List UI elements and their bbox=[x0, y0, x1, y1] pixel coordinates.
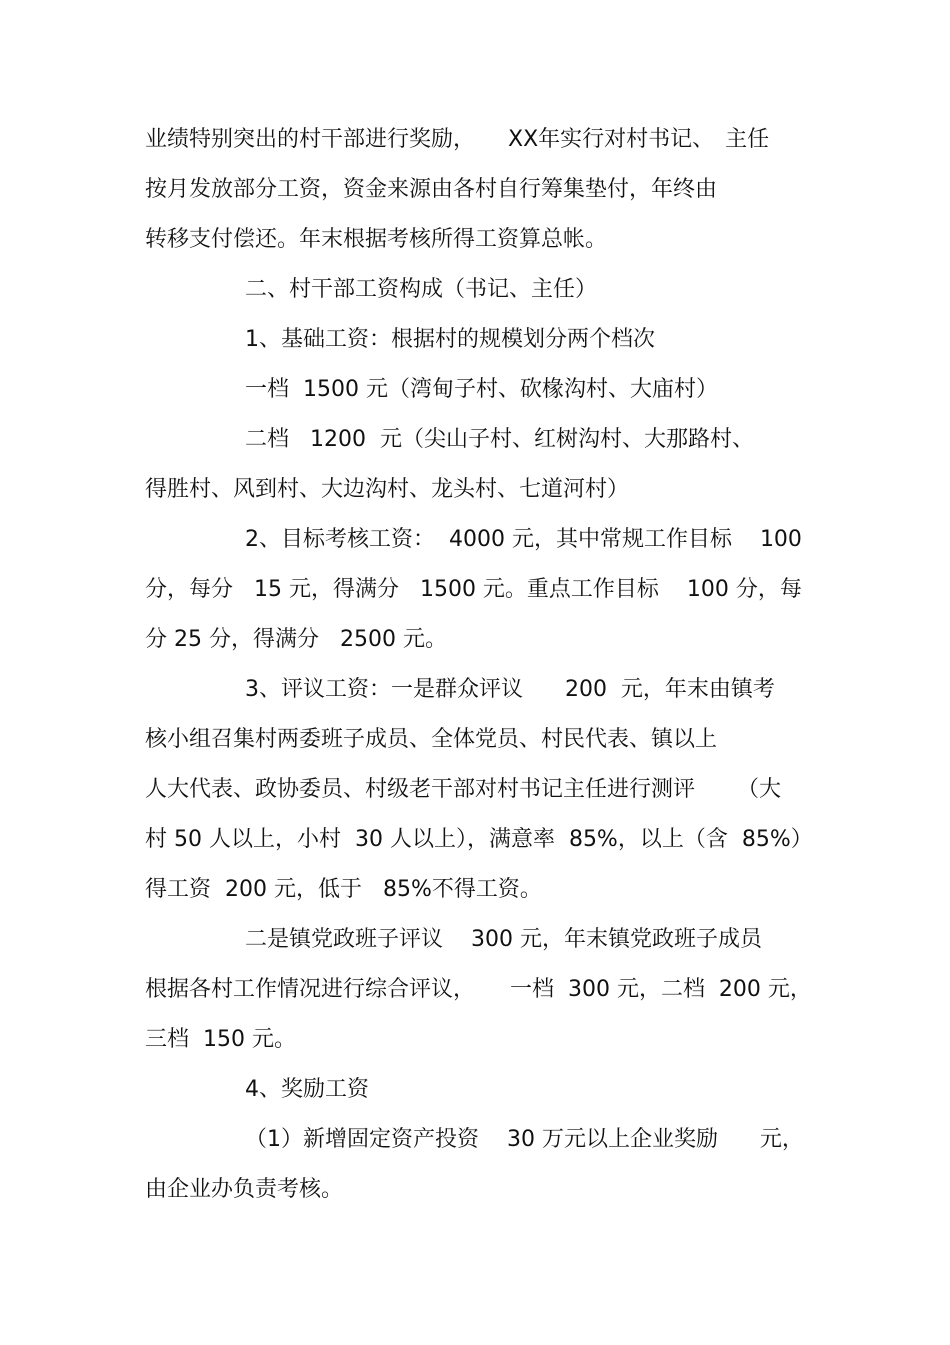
text-line-19: 三档 150 元。 bbox=[145, 1027, 296, 1052]
text-line-2: 按月发放部分工资，资金来源由各村自行筹集垫付，年终由 bbox=[145, 177, 718, 202]
text-line-17: 二是镇党政班子评议 300 元，年末镇党政班子成员 bbox=[245, 927, 762, 952]
text-line-11: 分 25 分，得满分 2500 元。 bbox=[145, 627, 447, 652]
text-line-3: 转移支付偿还。年末根据考核所得工资算总帐。 bbox=[145, 227, 608, 252]
text-line-13: 核小组召集村两委班子成员、全体党员、村民代表、镇以上 bbox=[145, 727, 718, 752]
section-heading: 二、村干部工资构成（书记、主任） bbox=[245, 277, 598, 302]
text-line-10: 分，每分 15 元，得满分 1500 元。重点工作目标 100 分，每 bbox=[145, 577, 802, 602]
text-line-9: 2、目标考核工资： 4000 元，其中常规工作目标 100 bbox=[245, 527, 802, 552]
text-line-7: 二档 1200 元（尖山子村、红树沟村、大那路村、 bbox=[245, 427, 754, 452]
text-line-14: 人大代表、政协委员、村级老干部对村书记主任进行测评 （大 bbox=[145, 777, 781, 802]
text-line-22: 由企业办负责考核。 bbox=[145, 1177, 344, 1202]
text-line-8: 得胜村、风到村、大边沟村、龙头村、七道河村） bbox=[145, 477, 630, 502]
text-line-1: 业绩特别突出的村干部进行奖励， XX年实行对村书记、 主任 bbox=[145, 127, 770, 152]
text-line-16: 得工资 200 元，低于 85%不得工资。 bbox=[145, 877, 542, 902]
text-line-6: 一档 1500 元（湾甸子村、砍椽沟村、大庙村） bbox=[245, 377, 718, 402]
text-line-21: （1）新增固定资产投资 30 万元以上企业奖励 元， bbox=[245, 1127, 804, 1152]
text-line-12: 3、评议工资：一是群众评议 200 元，年末由镇考 bbox=[245, 677, 775, 702]
text-line-20: 4、奖励工资 bbox=[245, 1077, 369, 1102]
text-line-15: 村 50 人以上，小村 30 人以上），满意率 85%，以上（含 85%） bbox=[145, 827, 813, 852]
text-line-5: 1、基础工资：根据村的规模划分两个档次 bbox=[245, 327, 655, 352]
text-line-18: 根据各村工作情况进行综合评议， 一档 300 元，二档 200 元， bbox=[145, 977, 812, 1002]
